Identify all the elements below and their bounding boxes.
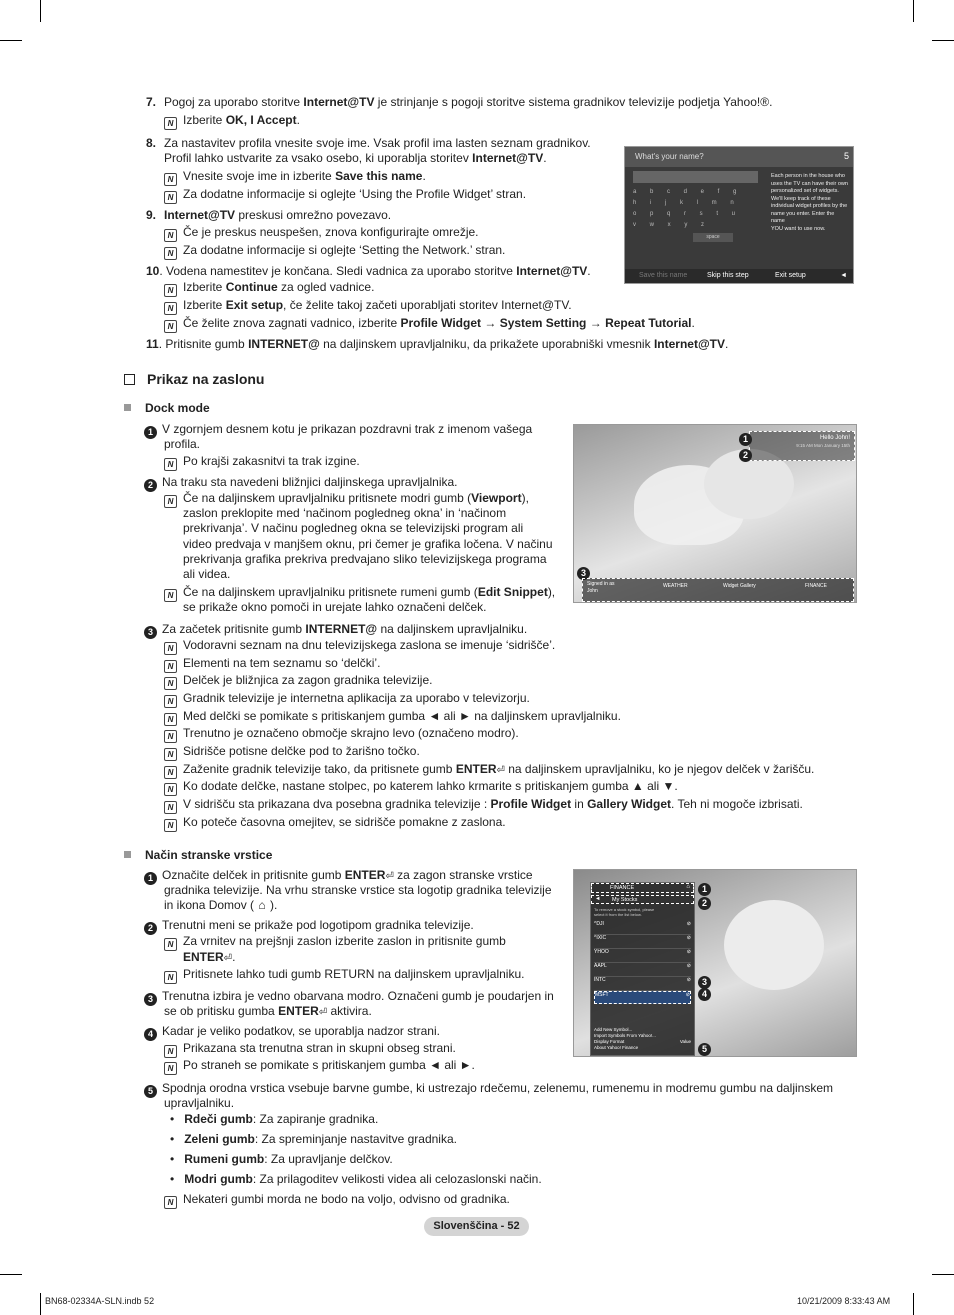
note: N Če na daljinskem upravljalniku pritisnete rumeni gumb (Edit Snippet), xyxy=(164,585,555,602)
number-5-icon: 5 xyxy=(144,1085,157,1098)
note-icon: N xyxy=(164,677,177,690)
number-3-icon: 3 xyxy=(144,993,157,1006)
note-icon: N xyxy=(164,971,177,984)
number-2-icon: 2 xyxy=(739,449,752,462)
number-5-icon: 5 xyxy=(698,1043,711,1056)
note: N Sidrišče potisne delčke pod to žarišno točko. xyxy=(164,744,420,761)
print-file-info: BN68-02334A-SLN.indb 52 xyxy=(45,1296,155,1306)
note-cont: ali videa. xyxy=(183,567,231,581)
note: N Ko poteče časovna omejitev, se sidrišče pomakne z zaslona. xyxy=(164,815,506,832)
number-4-icon: 4 xyxy=(144,1028,157,1041)
greeting-date: 9:15 AM Mon January 15th xyxy=(796,443,850,448)
crop-mark xyxy=(40,0,41,22)
note: N Zaženite gradnik televizije tako, da pritisnete gumb ENTER⏎ na daljinskem upravljalniku, ko je njegov delček v žarišču. xyxy=(164,762,814,779)
exit-setup-button: Exit setup xyxy=(775,272,806,279)
number-1-icon: 1 xyxy=(698,883,711,896)
note-cont: ENTER⏎. xyxy=(183,950,236,964)
note-icon: N xyxy=(164,766,177,779)
step-7-text: Pogoj za uporabo storitve Internet@TV je strinjanje s pogoji storitve sistema gradnikov televizije podjetja Yahoo!®. xyxy=(164,95,773,109)
skip-step-button: Skip this step xyxy=(707,272,749,279)
note: N Trenutno je označeno območje skrajno levo (označeno modro). xyxy=(164,726,519,743)
note-icon: N xyxy=(164,191,177,204)
side-point-5: 5 Spodnja orodna vrstica vsebuje barvne gumbe, ki ustrezajo rdečemu, zelenemu, rumenemu in modremu gumbu na daljinskem xyxy=(144,1081,833,1098)
dock-point-1: 1 V zgornjem desnem kotu je prikazan pozdravni trak z imenom vašega xyxy=(144,422,532,439)
home-icon: ⌂ xyxy=(686,884,690,890)
note-cont: se prikaže okno pomoči in urejate lahko označeni delček. xyxy=(183,600,487,614)
note: N Vnesite svoje ime in izberite Save this name. xyxy=(164,169,426,186)
sidebar-mode-screenshot xyxy=(573,869,857,1057)
note-icon: N xyxy=(164,801,177,814)
note-icon: N xyxy=(164,229,177,242)
section-title: Prikaz na zaslonu xyxy=(124,371,264,388)
note: N Ko dodate delčke, nastane stolpec, po katerem lahko krmarite s pritiskanjem gumba ▲ ali ▼. xyxy=(164,779,678,796)
note-icon: N xyxy=(164,173,177,186)
crop-mark xyxy=(932,1274,954,1275)
step-indicator: 5 xyxy=(843,151,849,161)
note: N Elementi na tem seznamu so ‘delčki’. xyxy=(164,656,380,673)
note: N Pritisnete lahko tudi gumb RETURN na daljinskem upravljalniku. xyxy=(164,967,524,984)
side-point-1-cont: gradnika televizije. Na vrhu stranske vrstice sta logotip gradnika televizije xyxy=(164,883,552,897)
name-input xyxy=(633,171,758,183)
note: N Nekateri gumbi morda ne bodo na voljo, odvisno od gradnika. xyxy=(164,1192,510,1209)
step-number: 8. xyxy=(146,136,157,150)
remove-icon: ⊘ xyxy=(686,977,691,983)
number-1-icon: 1 xyxy=(144,872,157,885)
greeting-banner xyxy=(749,431,855,461)
enter-icon: ⏎ xyxy=(223,953,233,964)
enter-icon: ⏎ xyxy=(496,765,505,776)
note-icon: N xyxy=(164,695,177,708)
crop-mark xyxy=(913,0,914,22)
note: N Gradnik televizije je internetna aplikacija za uporabo v televizorju. xyxy=(164,691,530,708)
profile-setup-screenshot xyxy=(624,146,854,284)
note-icon: N xyxy=(164,458,177,471)
hint-text: To remove a stock symbol, please select it from the list below. xyxy=(594,907,655,917)
options-menu: Add New Symbol... Import Symbols From Yahoo!... Display Format Value About Yahoo! Finance xyxy=(594,1027,691,1050)
step-8-text: Za nastavitev profila vnesite svoje ime. Vsak profil ima lasten seznam gradnikov. xyxy=(164,136,591,150)
current-menu xyxy=(591,895,694,904)
note: N Za dodatne informacije si oglejte ‘Setting the Network.’ stran. xyxy=(164,243,505,260)
note: N Izberite OK, I Accept. xyxy=(164,113,300,130)
remove-icon: ⊘ xyxy=(686,963,691,969)
subsection-title: Dock mode xyxy=(124,401,210,416)
note: N Med delčki se pomikate s pritiskanjem gumba ◄ ali ► na daljinskem upravljalniku. xyxy=(164,709,621,726)
info-text: Each person in the house who uses the TV can have their own personalized set of widgets. We'll keep track of these individual widget profiles by the name you enter. Enter the name YOU want to use now. xyxy=(771,173,848,232)
remove-icon: ⊘ xyxy=(686,949,691,955)
crop-mark xyxy=(0,1274,22,1275)
note-icon: N xyxy=(164,1045,177,1058)
number-3-icon: 3 xyxy=(144,626,157,639)
note-icon: N xyxy=(164,302,177,315)
crop-mark xyxy=(40,1293,41,1315)
note-icon: N xyxy=(164,783,177,796)
remove-icon: ⊘ xyxy=(686,921,691,927)
number-3-icon: 3 xyxy=(577,567,590,580)
note: N V sidrišču sta prikazana dva posebna gradnika televizije : Profile Widget in Gallery Widget. Teh ni mogoče izbrisati. xyxy=(164,797,803,814)
enter-icon: ⏎ xyxy=(318,1007,328,1018)
note-icon: N xyxy=(164,247,177,260)
subsection-title: Način stranske vrstice xyxy=(124,848,272,863)
note-cont: prekrivanja’. V načinu pogledneg okna se televizijski program ali xyxy=(183,521,524,535)
home-icon: ⌂ xyxy=(258,898,266,912)
step-9-text: Internet@TV preskusi omrežno povezavo. xyxy=(164,208,392,222)
space-key: space xyxy=(693,233,733,242)
side-point-3-cont: se ob pritisku gumba ENTER⏎ aktivira. xyxy=(164,1004,372,1018)
enter-icon: ⏎ xyxy=(385,871,394,882)
crop-mark xyxy=(0,40,22,41)
list-item: INTC ⊘ xyxy=(594,977,691,991)
note: N Če želite znova zagnati vadnico, izberite Profile Widget → System Setting → Repeat Tutorial. xyxy=(164,316,695,333)
page-number-badge: Slovenščina - 52 xyxy=(424,1217,529,1236)
bullet-item: • Modri gumb: Za prilagoditev velikosti videa ali celozaslonski način. xyxy=(170,1172,542,1186)
finance-sidebar xyxy=(590,882,695,1056)
note-icon: N xyxy=(164,320,177,333)
note-icon: N xyxy=(164,1196,177,1209)
profile-snippet: Signed in as John xyxy=(587,581,615,594)
list-item: ^IXIC ⊘ xyxy=(594,935,691,949)
polar-bear-image xyxy=(724,900,824,990)
crop-mark xyxy=(913,1293,914,1315)
button-bar xyxy=(625,269,853,283)
finance-snippet: FINANCE xyxy=(805,583,827,589)
note-icon: N xyxy=(164,642,177,655)
note-icon: N xyxy=(164,284,177,297)
note: N Prikazana sta trenutna stran in skupni obseg strani. xyxy=(164,1041,456,1058)
save-name-button: Save this name xyxy=(639,272,688,279)
note-icon: N xyxy=(164,938,177,951)
remove-icon: ⊘ xyxy=(686,935,691,941)
gallery-snippet: Widget Gallery xyxy=(723,583,756,589)
note-icon: N xyxy=(164,589,177,602)
note-icon: N xyxy=(164,660,177,673)
side-point-1-cont: in ikona Domov ( ⌂ ). xyxy=(164,898,278,912)
note-icon: N xyxy=(164,819,177,832)
list-item: YHOO ⊘ xyxy=(594,949,691,963)
note: N Izberite Exit setup, če želite takoj začeti uporabljati storitev Internet@TV. xyxy=(164,298,572,315)
widget-logo: FINANCE xyxy=(610,885,635,891)
number-1-icon: 1 xyxy=(144,426,157,439)
side-point-5-cont: upravljalniku. xyxy=(164,1096,235,1110)
note: N Delček je bližnjica za zagon gradnika televizije. xyxy=(164,673,432,690)
screenshot-title: What's your name? xyxy=(635,152,704,161)
note-icon: N xyxy=(164,1062,177,1075)
menu-title: My Stocks xyxy=(612,897,638,903)
remove-icon: ⊘ xyxy=(685,992,690,998)
step-8-text: Profil lahko ustvarite za vsako osebo, ki uporablja storitev Internet@TV. xyxy=(164,151,547,165)
number-2-icon: 2 xyxy=(144,479,157,492)
keyboard: a b c d e f g h i j k l m n o p q r s t u v w x y z xyxy=(633,189,743,228)
step-11-text: 11. Pritisnite gumb INTERNET@ na daljinskem upravljalniku, da prikažete uporabniški vmesnik Internet@TV. xyxy=(146,337,729,351)
list-item: AAPL ⊘ xyxy=(594,963,691,977)
note-icon: N xyxy=(164,495,177,508)
note: N Za vrnitev na prejšnji zaslon izberite zaslon in pritisnite gumb xyxy=(164,934,506,951)
square-bullet-icon xyxy=(124,404,131,411)
list-item-selected: MSFT ⊘ xyxy=(594,991,691,1004)
note-cont: video predvaja v manjšem oknu, pri čemer je grafika ločena. V načinu xyxy=(183,537,553,551)
bullet-item: • Rdeči gumb: Za zapiranje gradnika. xyxy=(170,1112,379,1126)
back-arrow-icon: ◄ xyxy=(840,272,847,279)
side-point-2: 2 Trenutni meni se prikaže pod logotipom gradnika televizije. xyxy=(144,918,474,935)
square-bullet-icon xyxy=(124,851,131,858)
number-1-icon: 1 xyxy=(739,433,752,446)
note-icon: N xyxy=(164,730,177,743)
bullet-item: • Zeleni gumb: Za spreminjanje nastavitve gradnika. xyxy=(170,1132,457,1146)
dock-point-3: 3 Za začetek pritisnite gumb INTERNET@ na daljinskem upravljalniku. xyxy=(144,622,527,639)
dock-point-2: 2 Na traku sta navedeni bližnjici daljinskega upravljalnika. xyxy=(144,475,458,492)
print-date-info: 10/21/2009 8:33:43 AM xyxy=(797,1296,891,1306)
greeting-text: Hello John! xyxy=(819,435,850,441)
note: N Vodoravni seznam na dnu televizijskega zaslona se imenuje ‘sidrišče’. xyxy=(164,638,555,655)
step-number: 9. xyxy=(146,208,157,222)
sidebar-header xyxy=(591,883,694,893)
number-4-icon: 4 xyxy=(698,988,711,1001)
note-cont: prekrivanja grafika prekriva predvajano sliko televizijskega programa xyxy=(183,552,547,566)
note: N Če je preskus neuspešen, znova konfigurirajte omrežje. xyxy=(164,225,479,242)
list-item: ^DJI ⊘ xyxy=(594,921,691,935)
note-icon: N xyxy=(164,713,177,726)
weather-snippet: WEATHER xyxy=(663,583,688,589)
number-2-icon: 2 xyxy=(698,897,711,910)
note-icon: N xyxy=(164,117,177,130)
dock-point-1-cont: profila. xyxy=(164,437,201,451)
note: N Izberite Continue za ogled vadnice. xyxy=(164,280,374,297)
side-point-3: 3 Trenutna izbira je vedno obarvana modro. Označeni gumb je poudarjen in xyxy=(144,989,554,1006)
number-2-icon: 2 xyxy=(144,922,157,935)
dock-mode-screenshot xyxy=(573,424,857,603)
number-3-icon: 3 xyxy=(698,976,711,989)
note-icon: N xyxy=(164,748,177,761)
checkbox-icon xyxy=(124,374,135,385)
dock-bar xyxy=(582,578,854,602)
note-cont: zaslon preklopite med ‘načinom pogledneg okna’ in ‘načinom xyxy=(183,506,507,520)
side-point-4: 4 Kadar je veliko podatkov, se uporablja nadzor strani. xyxy=(144,1024,440,1041)
step-10-text: 10. Vodena namestitev je končana. Sledi vadnica za uporabo storitve Internet@TV. xyxy=(146,264,591,278)
step-number: 7. xyxy=(146,95,157,109)
note: N Za dodatne informacije si oglejte ‘Using the Profile Widget’ stran. xyxy=(164,187,526,204)
screenshot-titlebar xyxy=(625,147,853,167)
crop-mark xyxy=(932,40,954,41)
stock-list xyxy=(594,921,691,1004)
left-arrow-icon: ◄ xyxy=(595,896,601,902)
bullet-item: • Rumeni gumb: Za upravljanje delčkov. xyxy=(170,1152,393,1166)
note: N Po krajši zakasnitvi ta trak izgine. xyxy=(164,454,360,471)
note: N Po straneh se pomikate s pritiskanjem gumba ◄ ali ►. xyxy=(164,1058,475,1075)
note: N Če na daljinskem upravljalniku pritisnete modri gumb (Viewport), xyxy=(164,491,529,508)
side-point-1: 1 Označite delček in pritisnite gumb ENTER⏎ za zagon stranske vrstice xyxy=(144,868,533,885)
